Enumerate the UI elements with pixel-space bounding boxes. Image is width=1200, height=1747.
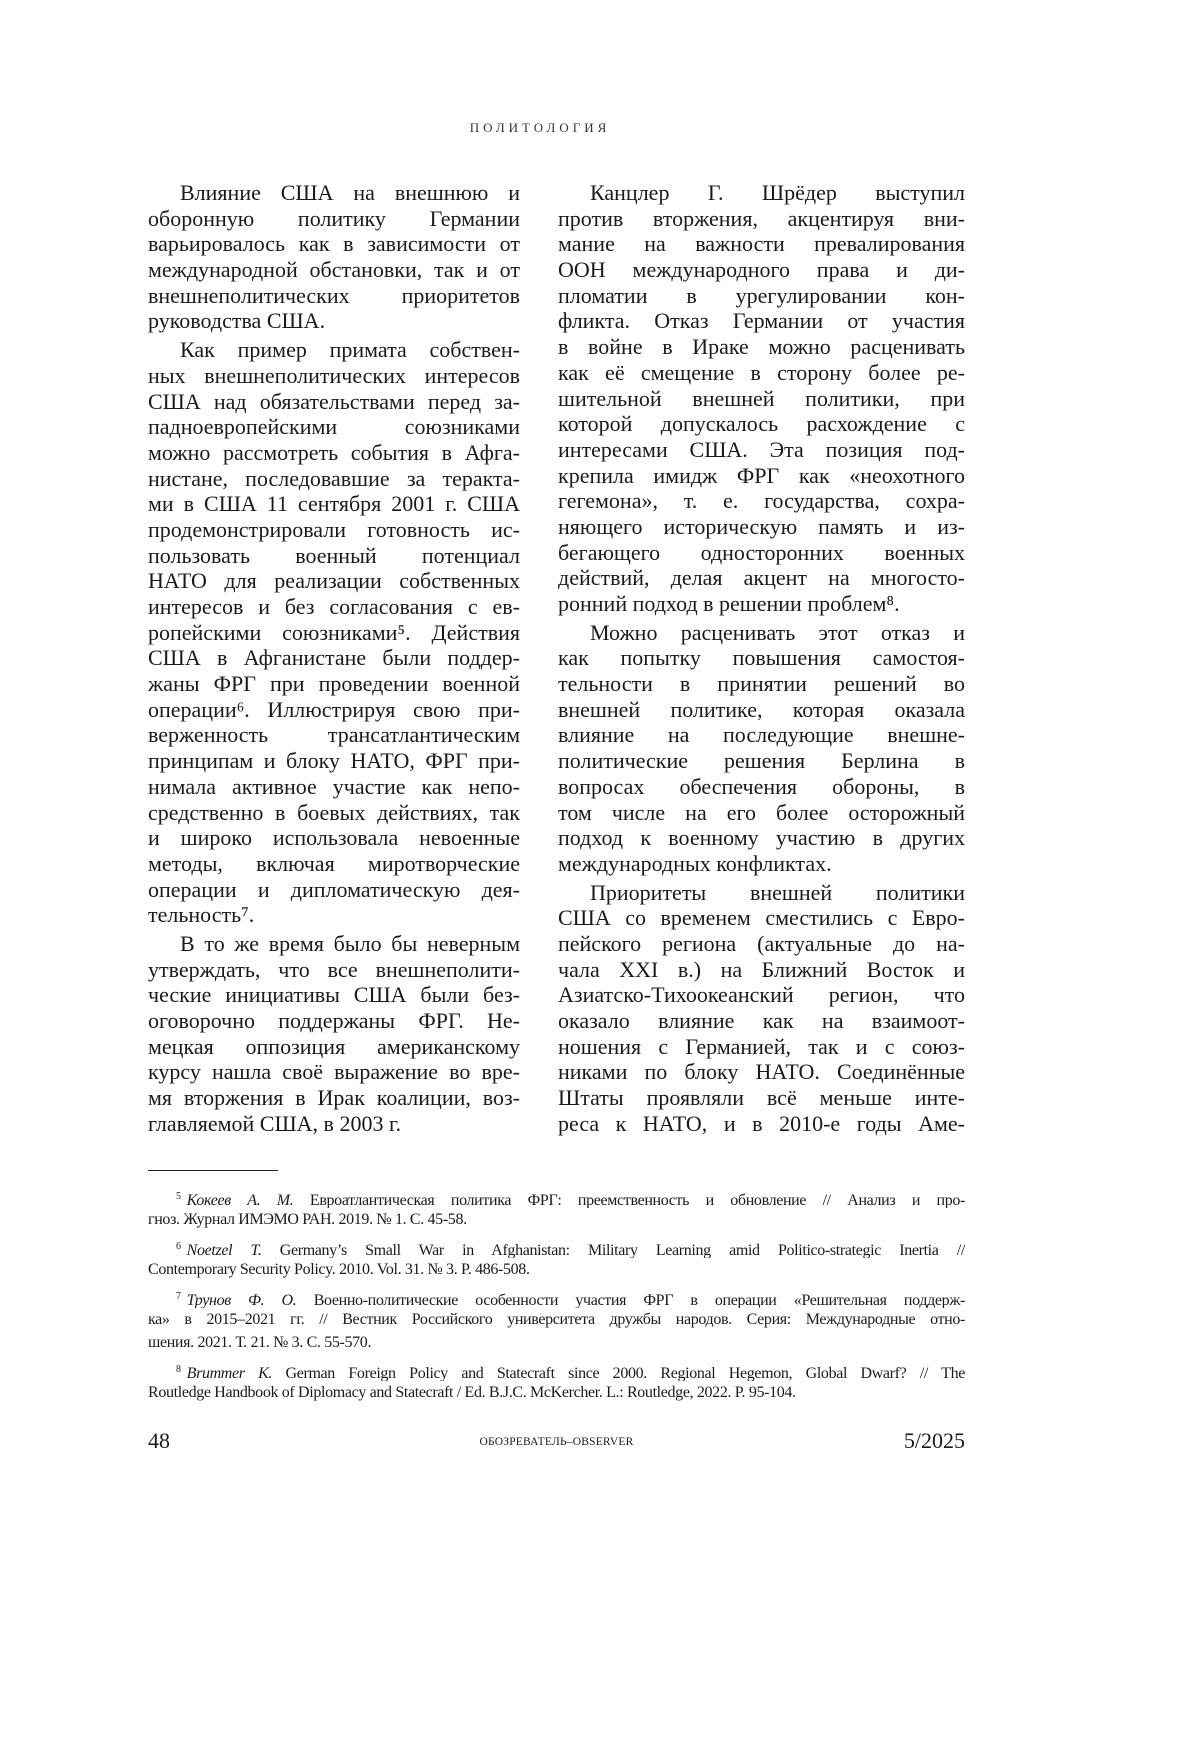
text-line: мецкая оппозиция американскому <box>148 1034 520 1060</box>
text-line: США со временем сместились с Евро- <box>558 905 965 931</box>
text-line: влияние на последующие внешне- <box>558 722 965 748</box>
footnotes <box>148 1185 965 1408</box>
text-line: Влияние США на внешнюю и <box>148 180 520 206</box>
text-line: можно рассмотреть события в Афга- <box>148 440 520 466</box>
text-line: Приоритеты внешней политики <box>558 880 965 906</box>
text-line: мя вторжения в Ирак коалиции, воз- <box>148 1085 520 1111</box>
text-line: интересами США. Эта позиция под- <box>558 437 965 463</box>
text-line: шительной внешней политики, при <box>558 386 965 412</box>
footnote-line: шения. 2021. Т. 21. № 3. С. 55-570. <box>148 1331 965 1354</box>
text-line: ных внешнеполитических интересов <box>148 363 520 389</box>
text-line: ропейскими союзниками⁵. Действия <box>148 620 520 646</box>
page-number: 48 <box>148 1428 170 1454</box>
text-line: жаны ФРГ при проведении военной <box>148 671 520 697</box>
footnote <box>148 1285 965 1354</box>
text-line: В то же время было бы неверным <box>148 931 520 957</box>
text-line: как её смещение в сторону более ре- <box>558 360 965 386</box>
text-line: курсу нашла своё выражение во вре- <box>148 1059 520 1085</box>
footnote-line: Routledge Handbook of Diplomacy and Statecraft / Ed. B.J.C. McKercher. L.: Routledge, 2022. P. 95-104. <box>148 1381 965 1404</box>
footnote-author: Noetzel T. <box>187 1242 262 1258</box>
text-line: крепила имидж ФРГ как «неохотного <box>558 463 965 489</box>
text-column-left <box>148 180 520 1139</box>
text-line: операции и дипломатическую дея- <box>148 877 520 903</box>
text-line: оговорочно поддержаны ФРГ. Не- <box>148 1008 520 1034</box>
footnote-author: Трунов Ф. О. <box>187 1292 297 1308</box>
text-line: тельности в принятии решений во <box>558 671 965 697</box>
text-line: ческие инициативы США были без- <box>148 982 520 1008</box>
text-line: оказало влияние как на взаимоот- <box>558 1008 965 1034</box>
text-line: фликта. Отказ Германии от участия <box>558 308 965 334</box>
text-line: Азиатско-Тихоокеанский регион, что <box>558 982 965 1008</box>
paragraph <box>148 337 520 928</box>
text-line: внешнеполитических приоритетов <box>148 283 520 309</box>
paragraph <box>558 180 965 617</box>
footnote-text: Военно-политические особенности участия ФРГ в операции «Решительная поддерж- <box>314 1292 965 1308</box>
footnote-number: 7 <box>176 1291 181 1302</box>
text-line: продемонстрировали готовность ис- <box>148 517 520 543</box>
text-line: ношения с Германией, так и с союз- <box>558 1034 965 1060</box>
footnote-author: Brummer K. <box>187 1365 272 1381</box>
text-line: НАТО для реализации собственных <box>148 568 520 594</box>
text-line: методы, включая миротворческие <box>148 851 520 877</box>
text-line: Канцлер Г. Шрёдер выступил <box>558 180 965 206</box>
footnote-number: 8 <box>176 1364 181 1375</box>
text-line: как попытку повышения самостоя- <box>558 645 965 671</box>
text-line: ронний подход в решении проблем⁸. <box>558 591 965 617</box>
text-line: мание на важности превалирования <box>558 231 965 257</box>
paragraph <box>148 931 520 1137</box>
paragraph <box>148 180 520 334</box>
footnote-number: 5 <box>176 1191 181 1202</box>
text-line: США над обязательствами перед за- <box>148 389 520 415</box>
text-line: ми в США 11 сентября 2001 г. США <box>148 491 520 517</box>
text-line: тельность⁷. <box>148 902 520 928</box>
footnote-line: Contemporary Security Policy. 2010. Vol. 31. № 3. P. 486-508. <box>148 1258 965 1281</box>
text-line: пейского региона (актуальные до на- <box>558 931 965 957</box>
text-line: политические решения Берлина в <box>558 748 965 774</box>
journal-name: ОБОЗРЕВАТЕЛЬ–OBSERVER <box>148 1436 965 1448</box>
text-line: в войне в Ираке можно расценивать <box>558 334 965 360</box>
text-line: Штаты проявляли всё меньше инте- <box>558 1085 965 1111</box>
text-line: бегающего односторонних военных <box>558 540 965 566</box>
text-line: интересов и без согласования с ев- <box>148 594 520 620</box>
page-footer <box>148 1428 965 1458</box>
text-line: США в Афганистане были поддер- <box>148 645 520 671</box>
text-line: которой допускалось расхождение с <box>558 411 965 437</box>
text-line: нимала активное участие как непо- <box>148 774 520 800</box>
text-line: ООН международного права и ди- <box>558 257 965 283</box>
text-line: том числе на его более осторожный <box>558 800 965 826</box>
footnote-text: German Foreign Policy and Statecraft since 2000. Regional Hegemon, Global Dwarf? // The <box>286 1365 965 1381</box>
text-line: оборонную политику Германии <box>148 206 520 232</box>
footnote-line <box>148 1235 965 1258</box>
text-line: руководства США. <box>148 308 520 334</box>
issue-number: 5/2025 <box>904 1428 965 1454</box>
footnote-line <box>148 1185 965 1208</box>
text-line: главляемой США, в 2003 г. <box>148 1111 520 1137</box>
text-line: международной обстановки, так и от <box>148 257 520 283</box>
text-line: подход к военному участию в других <box>558 825 965 851</box>
text-line: средственно в боевых действиях, так <box>148 800 520 826</box>
text-line: варьировалось как в зависимости от <box>148 231 520 257</box>
paragraph <box>558 880 965 1137</box>
text-line: няющего историческую память и из- <box>558 514 965 540</box>
text-line: гегемона», т. е. государства, сохра- <box>558 488 965 514</box>
text-line: внешней политике, которая оказала <box>558 697 965 723</box>
footnote-text: Евроатлантическая политика ФРГ: преемственность и обновление // Анализ и про- <box>310 1192 965 1208</box>
text-line: вопросах обеспечения обороны, в <box>558 774 965 800</box>
text-line: и широко использовала невоенные <box>148 825 520 851</box>
footnote-author: Кокеев А. М. <box>187 1192 294 1208</box>
footnote-line <box>148 1285 965 1308</box>
paragraph <box>558 620 965 877</box>
text-line: Можно расценивать этот отказ и <box>558 620 965 646</box>
footnote <box>148 1235 965 1281</box>
footnote <box>148 1185 965 1231</box>
footnote-text: Germany’s Small War in Afghanistan: Military Learning amid Politico-strategic Inertia // <box>280 1242 965 1258</box>
text-line: операции⁶. Иллюстрируя свою при- <box>148 697 520 723</box>
footnote-separator <box>148 1170 278 1171</box>
footnote-line: ка» в 2015–2021 гг. // Вестник Российского университета дружбы народов. Серия: Международные отно- <box>148 1308 965 1331</box>
footnote-number: 6 <box>176 1241 181 1252</box>
text-line: никами по блоку НАТО. Соединённые <box>558 1059 965 1085</box>
footnote <box>148 1358 965 1404</box>
footnote-line: гноз. Журнал ИМЭМО РАН. 2019. № 1. С. 45-58. <box>148 1208 965 1231</box>
text-line: утверждать, что все внешнеполити- <box>148 957 520 983</box>
text-line: действий, делая акцент на многосто- <box>558 565 965 591</box>
text-line: пользовать военный потенциал <box>148 543 520 569</box>
text-line: реса к НАТО, и в 2010-е годы Аме- <box>558 1111 965 1137</box>
text-column-right <box>558 180 965 1139</box>
text-line: Как пример примата собствен- <box>148 337 520 363</box>
text-line: пломатии в урегулировании кон- <box>558 283 965 309</box>
text-line: чала XXI в.) на Ближний Восток и <box>558 957 965 983</box>
text-line: против вторжения, акцентируя вни- <box>558 206 965 232</box>
text-line: верженность трансатлантическим <box>148 722 520 748</box>
text-line: международных конфликтах. <box>558 851 965 877</box>
text-line: принципам и блоку НАТО, ФРГ при- <box>148 748 520 774</box>
text-line: нистане, последовавшие за теракта- <box>148 466 520 492</box>
footnote-line <box>148 1358 965 1381</box>
running-head-section: ПОЛИТОЛОГИЯ <box>0 120 1080 136</box>
text-line: падноевропейскими союзниками <box>148 414 520 440</box>
